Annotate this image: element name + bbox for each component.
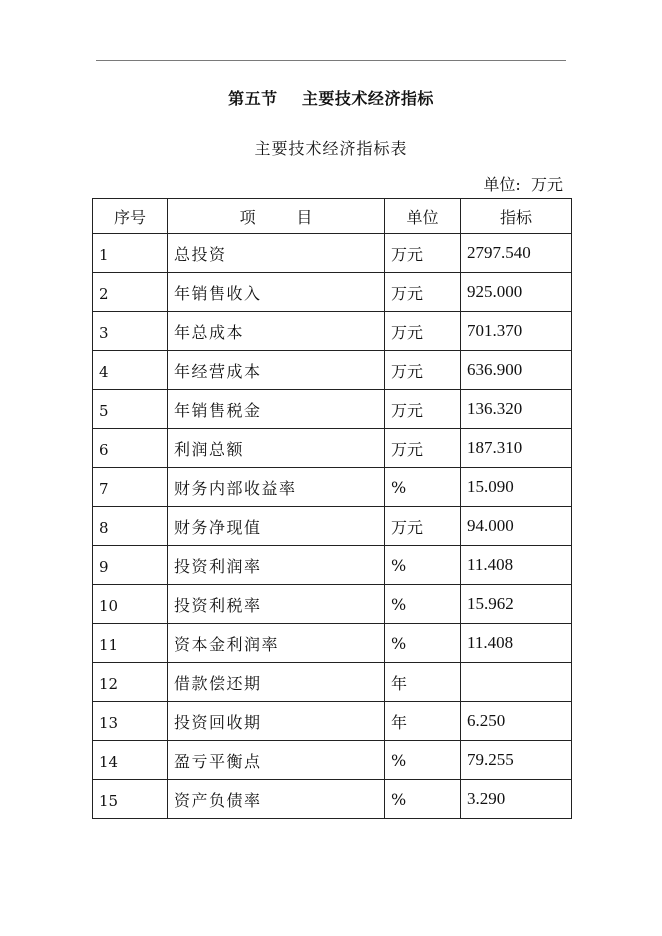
row-seq: 12 xyxy=(93,663,168,702)
row-item: 借款偿还期 xyxy=(168,663,385,702)
table-row xyxy=(93,351,572,390)
row-item: 年销售收入 xyxy=(168,273,385,312)
row-item: 年总成本 xyxy=(168,312,385,351)
row-seq: 11 xyxy=(93,624,168,663)
economic-indicators-table xyxy=(92,198,572,819)
row-seq: 15 xyxy=(93,780,168,819)
row-value: 11.408 xyxy=(461,624,572,663)
row-seq: 1 xyxy=(93,234,168,273)
header-value: 指标 xyxy=(461,199,572,234)
row-item: 投资利润率 xyxy=(168,546,385,585)
table-row xyxy=(93,702,572,741)
row-item: 投资利税率 xyxy=(168,585,385,624)
row-value: 136.320 xyxy=(461,390,572,429)
row-unit: 万元 xyxy=(385,273,461,312)
row-item: 盈亏平衡点 xyxy=(168,741,385,780)
row-unit: 万元 xyxy=(385,351,461,390)
row-value: 6.250 xyxy=(461,702,572,741)
row-unit: 万元 xyxy=(385,507,461,546)
row-seq: 3 xyxy=(93,312,168,351)
row-seq: 6 xyxy=(93,429,168,468)
table-header-row xyxy=(93,199,572,234)
header-seq: 序号 xyxy=(93,199,168,234)
row-unit: % xyxy=(385,741,461,780)
row-unit: 年 xyxy=(385,702,461,741)
table-row xyxy=(93,546,572,585)
table-row xyxy=(93,663,572,702)
row-value: 2797.540 xyxy=(461,234,572,273)
row-unit: 万元 xyxy=(385,429,461,468)
row-item: 财务净现值 xyxy=(168,507,385,546)
row-value: 701.370 xyxy=(461,312,572,351)
row-unit: 年 xyxy=(385,663,461,702)
row-item: 利润总额 xyxy=(168,429,385,468)
row-seq: 4 xyxy=(93,351,168,390)
row-seq: 10 xyxy=(93,585,168,624)
row-unit: 万元 xyxy=(385,312,461,351)
section-title: 第五节 主要技术经济指标 xyxy=(228,89,434,108)
row-unit: % xyxy=(385,624,461,663)
row-seq: 2 xyxy=(93,273,168,312)
table-row xyxy=(93,468,572,507)
row-unit: 万元 xyxy=(385,234,461,273)
row-value: 79.255 xyxy=(461,741,572,780)
row-unit: % xyxy=(385,585,461,624)
table-row xyxy=(93,234,572,273)
row-item: 资本金利润率 xyxy=(168,624,385,663)
row-value: 636.900 xyxy=(461,351,572,390)
row-item: 年经营成本 xyxy=(168,351,385,390)
row-seq: 9 xyxy=(93,546,168,585)
row-seq: 8 xyxy=(93,507,168,546)
table-row xyxy=(93,273,572,312)
row-seq: 5 xyxy=(93,390,168,429)
row-value: 187.310 xyxy=(461,429,572,468)
table-caption: 主要技术经济指标表 xyxy=(254,139,408,158)
row-seq: 14 xyxy=(93,741,168,780)
row-value: 15.090 xyxy=(461,468,572,507)
row-value: 3.290 xyxy=(461,780,572,819)
unit-note: 单位: 万元 xyxy=(483,175,563,194)
row-value: 94.000 xyxy=(461,507,572,546)
table-row xyxy=(93,312,572,351)
row-value xyxy=(461,663,572,702)
row-unit: % xyxy=(385,546,461,585)
table-row xyxy=(93,741,572,780)
row-item: 财务内部收益率 xyxy=(168,468,385,507)
row-item: 年销售税金 xyxy=(168,390,385,429)
row-unit: % xyxy=(385,780,461,819)
header-unit: 单位 xyxy=(385,199,461,234)
row-unit: % xyxy=(385,468,461,507)
row-unit: 万元 xyxy=(385,390,461,429)
header-item: 项 目 xyxy=(168,199,385,234)
row-seq: 7 xyxy=(93,468,168,507)
row-seq: 13 xyxy=(93,702,168,741)
row-item: 资产负债率 xyxy=(168,780,385,819)
table-row xyxy=(93,429,572,468)
row-value: 925.000 xyxy=(461,273,572,312)
table-row xyxy=(93,390,572,429)
row-item: 投资回收期 xyxy=(168,702,385,741)
row-item: 总投资 xyxy=(168,234,385,273)
row-value: 11.408 xyxy=(461,546,572,585)
table-row xyxy=(93,507,572,546)
table-row xyxy=(93,780,572,819)
table-row xyxy=(93,624,572,663)
header-rule xyxy=(96,60,566,61)
row-value: 15.962 xyxy=(461,585,572,624)
table-row xyxy=(93,585,572,624)
